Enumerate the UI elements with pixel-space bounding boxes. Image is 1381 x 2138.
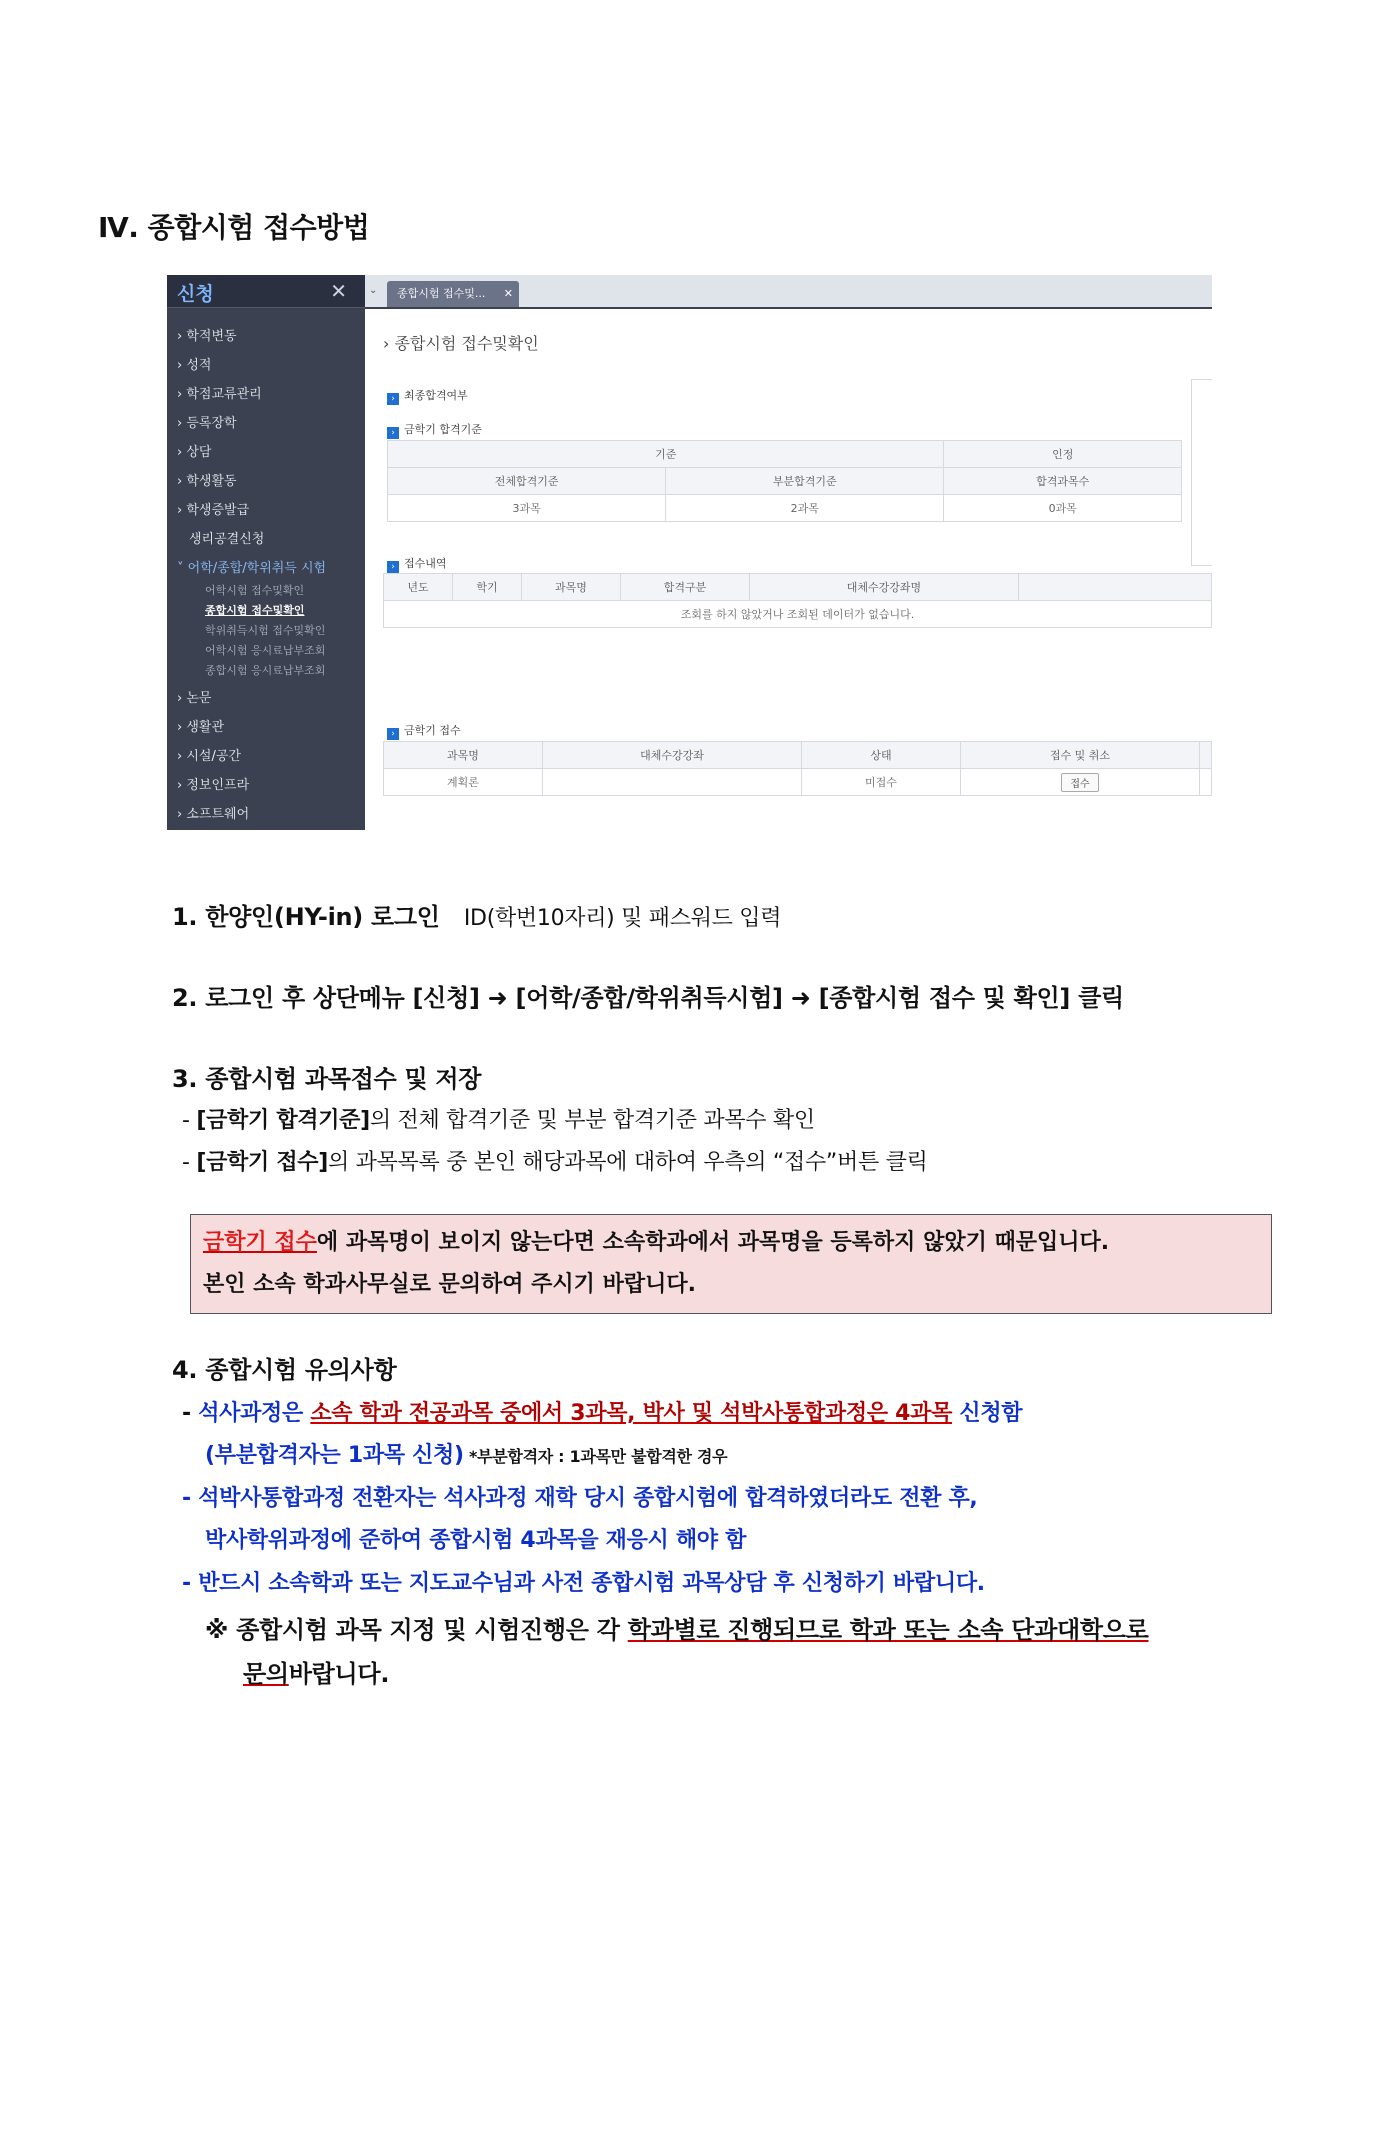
sidebar-item[interactable]: › 학적변동 <box>177 329 237 344</box>
sidebar-item[interactable]: › 소프트웨어 <box>177 807 250 822</box>
sidebar-item[interactable]: › 등록장학 <box>177 416 237 431</box>
portal-screenshot <box>167 275 1212 830</box>
criteria-group-header: 기준 <box>388 441 944 468</box>
section-history: › 접수내역 <box>387 555 447 573</box>
sidebar-subitem[interactable]: 종합시험 응시료납부조회 <box>205 664 326 677</box>
step-3-title: 3. 종합시험 과목접수 및 저장 <box>172 1065 482 1093</box>
sidebar-header <box>167 275 365 308</box>
history-header: 과목명 <box>522 574 621 601</box>
step-4-line-2: (부분합격자는 1과목 신청) *부분합격자 : 1과목만 불합격한 경우 <box>205 1443 728 1468</box>
step-4-line-3: - 석박사통합과정 전환자는 석사과정 재학 당시 종합시험에 합격하였더라도 전환 후, <box>182 1486 978 1511</box>
apply-cell-action <box>961 769 1200 796</box>
notice-line-1: 금학기 접수에 과목명이 보이지 않는다면 소속학과에서 과목명을 등록하지 않았기 때문입니다. <box>203 1230 1110 1255</box>
sidebar-item-exams[interactable]: ˅ 어학/종합/학위취득 시험 <box>177 561 327 576</box>
close-icon[interactable]: ✕ <box>503 287 513 300</box>
apply-header: 접수 및 취소 <box>961 742 1200 769</box>
criteria-header: 합격과목수 <box>944 468 1182 495</box>
step-1 <box>172 897 781 932</box>
step-1-detail: ID(학번10자리) 및 패스워드 입력 <box>463 906 782 931</box>
history-header: 합격구분 <box>621 574 750 601</box>
sidebar-subitem[interactable]: 어학시험 응시료납부조회 <box>205 644 326 657</box>
section-final-result: › 최종합격여부 <box>387 387 468 405</box>
criteria-header: 전체합격기준 <box>388 468 666 495</box>
criteria-header: 부분합격기준 <box>666 468 944 495</box>
step-4-line-5: - 반드시 소속학과 또는 지도교수님과 사전 종합시험 과목상담 후 신청하기 바랍니다. <box>182 1571 985 1596</box>
apply-button[interactable]: 접수 <box>1061 773 1098 792</box>
tab-exam-registration[interactable] <box>387 281 519 307</box>
step-4-line-6: ※ 종합시험 과목 지정 및 시험진행은 각 학과별로 진행되므로 학과 또는 소속 단과대학으로 <box>205 1616 1149 1644</box>
sidebar-item[interactable]: › 학점교류관리 <box>177 387 262 402</box>
main-panel <box>365 275 1212 830</box>
step-1-title: 1. 한양인(HY-in) 로그인 <box>172 903 440 931</box>
sidebar-item[interactable]: 생리공결신청 <box>189 532 265 547</box>
step-4-title: 4. 종합시험 유의사항 <box>172 1356 397 1384</box>
criteria-value: 3과목 <box>388 495 666 522</box>
section-criteria: › 금학기 합격기준 <box>387 421 482 439</box>
criteria-value: 2과목 <box>666 495 944 522</box>
sidebar-subitem-current[interactable]: 종합시험 접수및확인 <box>205 604 305 617</box>
apply-header: 상태 <box>802 742 961 769</box>
sidebar-item[interactable]: › 논문 <box>177 691 212 706</box>
side-panel-edge <box>1191 379 1212 566</box>
close-icon[interactable]: ✕ <box>330 279 347 303</box>
step-4-line-1: - 석사과정은 소속 학과 전공과목 중에서 3과목, 박사 및 석박사통합과정은 4과목 신청함 <box>182 1401 1023 1426</box>
sidebar-item[interactable]: › 시설/공간 <box>177 749 241 764</box>
apply-cell-substitute <box>543 769 802 796</box>
apply-header-blank <box>1200 742 1212 769</box>
history-header-blank <box>1019 574 1212 601</box>
sidebar-item[interactable]: › 성적 <box>177 358 212 373</box>
section-icon: › <box>387 427 399 439</box>
criteria-table <box>387 440 1182 522</box>
step-3-bullet-2: - [금학기 접수]의 과목목록 중 본인 해당과목에 대하여 우측의 “접수”버튼 클릭 <box>182 1150 928 1175</box>
criteria-value: 0과목 <box>944 495 1182 522</box>
history-header: 학기 <box>453 574 522 601</box>
section-icon: › <box>387 393 399 405</box>
apply-cell-blank <box>1200 769 1212 796</box>
page-title: › 종합시험 접수및확인 <box>383 334 539 353</box>
sidebar-item[interactable]: › 상담 <box>177 445 212 460</box>
page-heading: Ⅳ. 종합시험 접수방법 <box>98 211 370 244</box>
empty-message: 조회를 하지 않았거나 조회된 데이터가 없습니다. <box>384 601 1212 628</box>
sidebar-subitem[interactable]: 어학시험 접수및확인 <box>205 584 305 597</box>
section-icon: › <box>387 561 399 573</box>
notice-box <box>190 1214 1272 1314</box>
tab-label: 종합시험 접수및... <box>397 287 486 300</box>
tab-bar <box>365 275 1212 309</box>
apply-header: 과목명 <box>384 742 543 769</box>
sidebar-item[interactable]: › 학생활동 <box>177 474 237 489</box>
sidebar-item[interactable]: › 정보인프라 <box>177 778 250 793</box>
sidebar-subitem[interactable]: 학위취득시험 접수및확인 <box>205 624 326 637</box>
sidebar-item[interactable]: › 학생증발급 <box>177 503 250 518</box>
step-3-bullet-1: - [금학기 합격기준]의 전체 합격기준 및 부분 합격기준 과목수 확인 <box>182 1108 815 1133</box>
chevron-down-icon[interactable]: ⌄ <box>369 285 378 296</box>
history-header: 대체수강강좌명 <box>750 574 1019 601</box>
apply-header: 대체수강강좌 <box>543 742 802 769</box>
sidebar-title: 신청 <box>177 283 214 305</box>
criteria-group-header: 인정 <box>944 441 1182 468</box>
step-4-line-7: 문의바랍니다. <box>243 1660 390 1688</box>
sidebar <box>167 275 365 830</box>
step-4-line-4: 박사학위과정에 준하여 종합시험 4과목을 재응시 해야 함 <box>205 1528 747 1553</box>
apply-cell-status: 미접수 <box>802 769 961 796</box>
step-2: 2. 로그인 후 상단메뉴 [신청] ➜ [어학/종합/학위취득시험] ➜ [종합시험 접수 및 확인] 클릭 <box>172 984 1124 1012</box>
apply-table <box>383 741 1212 796</box>
sidebar-item[interactable]: › 생활관 <box>177 720 225 735</box>
section-icon: › <box>387 728 399 740</box>
history-header: 년도 <box>384 574 453 601</box>
apply-cell-subject: 계획론 <box>384 769 543 796</box>
notice-line-2: 본인 소속 학과사무실로 문의하여 주시기 바랍니다. <box>203 1272 696 1297</box>
section-apply: › 금학기 접수 <box>387 722 461 740</box>
history-table <box>383 573 1212 628</box>
